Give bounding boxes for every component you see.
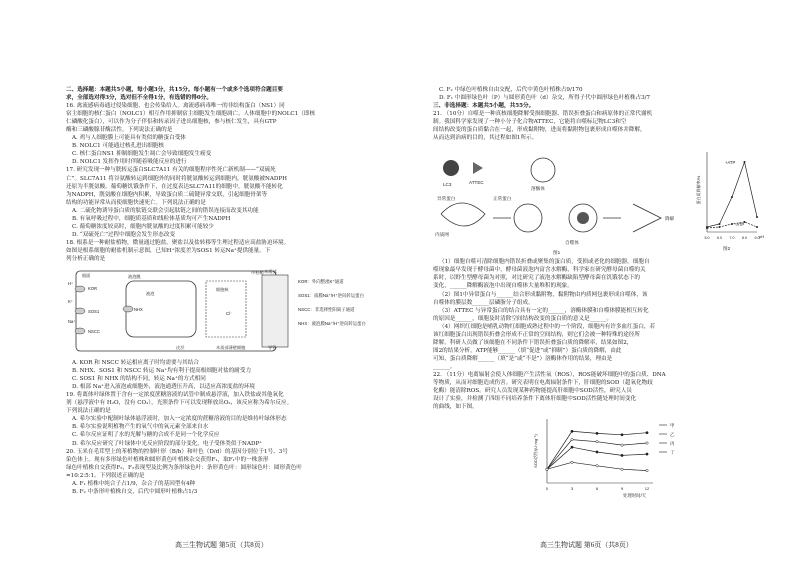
figure-label: 液泡	[146, 291, 155, 297]
fig2-point	[731, 196, 733, 198]
sod-point	[621, 434, 623, 436]
text-line: ______。	[433, 363, 456, 370]
text-line: （3）ATTEC 与异常蛋白的结合具有一定的______，溶酶体膜和自噬体膜能相互转化	[439, 307, 649, 314]
text-line: 17. 研究发现一种与胱转运蛋白SLC7A11 有关的细胞程序性死亡新机制——“双硫死	[66, 167, 276, 174]
text-line: =10:2:5:1。下列叙述正确的是	[66, 472, 145, 479]
sod-point	[621, 444, 623, 446]
figure-label: 导管	[268, 345, 277, 351]
legend-entry: SOS1：质膜Na⁺/H⁺逆向转运蛋白	[298, 293, 364, 299]
sos1-transporter	[75, 308, 85, 314]
text-line: 21. （10分）自噬是一种真核细胞降解受损细胞器、错误折叠蛋白和病原体的正常代谢机	[433, 111, 653, 118]
figure-label: 木质部	[264, 269, 277, 275]
figure-label: 中柱鞘	[251, 270, 264, 276]
figure-label: K⁺	[68, 299, 74, 305]
fig2-tick-label: 8.0	[742, 236, 747, 241]
fig2-point	[719, 226, 721, 228]
fig2-point	[756, 226, 758, 228]
text-line: 该红细胞蛋白出现错误折叠会形成不正常的空间结构，则它们会被一种特殊的途径所	[433, 331, 640, 338]
lysosome-shape	[531, 158, 555, 182]
fig1-labels	[435, 180, 675, 256]
sod-point	[596, 465, 598, 467]
attec-shape	[473, 162, 483, 174]
figure-label: 皮层	[176, 345, 185, 351]
text-line: 变化，______降解酶液泡中出现自噬体大量堆积的现象。	[433, 283, 573, 290]
text-line: B. F₂ 中条形叶植株自交，后代中圆形叶植株占1/3	[72, 488, 198, 495]
figure-label: Na⁺	[68, 319, 76, 325]
text-line: 为NADPH，胱氨酸在细胞内积累，导致蛋白质二硫键异常交联，引起细胞骨架等	[66, 191, 268, 198]
fig1-fig2	[433, 144, 765, 256]
sod-point	[621, 454, 623, 456]
text-line: B. 有氧呼吸过程中，细胞质基质和线粒体基质均可产生NADPH	[72, 215, 231, 222]
sod-point	[646, 432, 648, 434]
sod-chart	[433, 413, 761, 499]
fig1-label: LC3	[443, 182, 452, 188]
fig2-marks	[695, 160, 764, 252]
fig2-point	[719, 223, 721, 225]
text-line: 的曲线，如下图。	[433, 404, 478, 411]
fig2-caption: 图2	[723, 246, 731, 252]
text-line: D. NOLC1 发挥作用时伴随着吸能反应的进行	[72, 159, 187, 166]
autophagy-figures	[433, 144, 765, 256]
sod-legend-entry: 甲	[670, 423, 675, 429]
text-line: B. NHX、SOS1 和 NSCC 转运 Na⁺均有利于提高根细胞对盐的耐受力	[72, 368, 252, 375]
sod-tick-label: 0	[545, 486, 549, 492]
legend-entry: KOR：外向整流K⁺通道	[298, 279, 344, 285]
sod-tick-label: 6	[595, 486, 599, 492]
fig2-x-label: pH	[759, 234, 765, 240]
sod-point	[546, 468, 548, 470]
sod-point	[646, 470, 648, 472]
text-line: C. 希尔反应证明了水的光解与糖的合成不是同一个化学反应	[72, 432, 220, 439]
sod-tick-label: 3	[570, 486, 574, 492]
sod-figure	[433, 413, 761, 499]
text-line: A. F₁ 植株中纯合子占1/9，杂合子的基因型有4种	[72, 480, 196, 487]
figure-label: 细胞核	[216, 287, 229, 293]
nhx-transporter	[123, 306, 133, 312]
fig1-label: 正常蛋白	[493, 196, 512, 202]
sod-point	[596, 441, 598, 443]
sod-y-label: SOD活性/(U·mg⁻¹)	[533, 434, 538, 469]
figure-label: NSCC	[88, 329, 100, 335]
nscc-channel	[75, 328, 85, 334]
text-line: 剂（悬浮液中有 H₂O，没有 CO₂），光照条件下可以发现释放出O₂，该反应称为希尔反应。	[66, 400, 293, 407]
right-page-footer: 高三生物试题 第6页（共8页）	[540, 541, 633, 549]
text-line: 20. 玉米在毛茸型上的苯植物的控制叶形（B/b）和叶色（D/d）的基因分别位于1号、3号	[66, 448, 288, 455]
sod-x-label: 处理时间/天	[623, 493, 647, 499]
fig2-series-line	[707, 162, 757, 227]
text-line: 图2的结果分析，ATP能够______（填“促进”或“抑制”）蛋白质的降解，由此	[433, 347, 622, 354]
autophagosome-1	[514, 204, 542, 232]
salt-tolerance-figure	[66, 265, 394, 357]
left-text-top	[66, 86, 394, 263]
text-line: 化酶）能清除ROS。研究人员发现某种药物能提高肝细胞中SOD活性，研究人员	[433, 388, 632, 395]
text-line: C. 葡萄糖浓度较高时，细胞内胱氨酸的过度积累可能较少	[72, 223, 214, 230]
fig2-chart	[695, 152, 764, 252]
figure-label: 木质部薄壁细胞	[216, 345, 246, 351]
figure-label: SOS1	[88, 309, 100, 315]
text-line: 设计了实验，并检测了四组不同培养条件下离体肝细胞中SOD活性随处理时间变化	[433, 396, 637, 403]
text-line: 宿主细胞的核仁蛋白（NOLC1）相互作用抑制宿主细胞发生细胞凋亡。人体细胞中的NOLC1（即核	[66, 111, 316, 118]
text-line: C. F₂ 中绿色叶植株自由交配，后代中黄色叶植株占9/170	[439, 87, 583, 93]
text-line: D. “双硫死亡”过程中细胞会发生形态改变	[72, 231, 176, 238]
text-line: B. 希尔实验说明植物产生的氧气中的氧元素全部来自水	[72, 424, 209, 431]
text-line: 自噬体的膜层数______层磷脂分子组成。	[433, 299, 534, 306]
text-line: 制。我国科学家发现了一种小分子化合物ATTEC，它能将自噬标记物LC3和空	[433, 119, 627, 126]
figure-label: NHX	[134, 307, 143, 313]
sod-point	[571, 430, 573, 432]
text-line: 求，全部选对得3分，选对但不全得1分，有选错的得0分。	[66, 95, 212, 102]
text-line: （4）网织红细胞是哺乳动物红细胞成熟过程中的一个阶段，细胞内有许多血红蛋白，若	[439, 323, 656, 330]
fig1-label: 图1	[553, 250, 561, 256]
text-line: 可知，蛋白质降解______（填“是”或“不是”）溶酶体作用的结果，理由是	[433, 355, 613, 362]
text-line: 酶和三磷酸腺苷酶活性。下列说法正确的是	[66, 127, 173, 134]
figure-label: 液泡膜	[128, 274, 141, 280]
left-page-footer: 高三生物试题 第5页（共8页）	[175, 541, 268, 549]
figure-label: H⁺	[68, 281, 74, 287]
root-cell-diagram	[66, 265, 394, 357]
er-shape	[441, 203, 485, 226]
text-line: 16. 禽流感病毒通过侵染细胞，也会传染给人。禽流感病毒唯一的非结构蛋白（NS1）同	[66, 103, 285, 110]
fig2-series-label: +ATP	[725, 160, 736, 166]
kor-channel	[75, 286, 85, 292]
text-line: 如图是根系细胞的耐盐机制示意图，已知H⁺浓度差为SOS1 转运Na⁺提供能量。下	[66, 247, 271, 254]
text-line: 列分析正确的是	[66, 255, 106, 262]
sod-point	[596, 432, 598, 434]
text-line: A. 鸡与人细胞膜上可能具有类似的糖蛋白受体	[72, 135, 186, 142]
figure-labels	[68, 268, 277, 351]
text-line: 仁磷酸化蛋白），可以作为分子伴侣和转录因子进出细胞核，参与核仁发生，具有GTP	[66, 119, 277, 126]
text-line: 染色体上。现有多形绿色叶植株和圆形黄色叶植株杂交获得F₁，取F₁中的一株条形	[66, 456, 269, 463]
fig2-tick-label: 7.0	[729, 236, 735, 241]
text-line: D. 希尔反应研究了叶绿体中光反应阶段的部分变化，电子受体类似于NADP⁺	[72, 440, 263, 447]
sod-legend-entry: 丁	[670, 450, 675, 456]
fig2-point	[706, 227, 708, 229]
text-line: D. F₁ 中圆形绿色叶（P）与圆形黄色叶（d）杂交，所得子代中圆形绿色叶植株占3/7	[439, 95, 651, 102]
fig2-y-label: 蛋白质降解率/%	[696, 175, 701, 205]
text-line: 降解。科研人员做了该细胞在不同条件下错误折叠蛋白质的降解率，结果如图2，	[433, 339, 633, 346]
text-line: 绿色叶植株自交获得F₂，F₂表现型及比例为条形绿色叶：条形黄色叶：圆形绿色叶：圆形黄色叶	[66, 464, 302, 471]
sod-legend-entry: 丙	[670, 441, 675, 447]
right-text-bottom	[433, 258, 761, 411]
text-line: 下列说法正确的是	[66, 408, 111, 415]
fig1-label: 降解	[665, 216, 675, 222]
xylem-vessel	[262, 275, 288, 347]
fig2-point	[756, 216, 758, 218]
fig2-point	[731, 223, 733, 225]
text-line: 二、选择题：本题共5小题，每小题3分，共15分。每小题有一个或多个选项符合题目要	[66, 87, 283, 93]
fig1-label: 溶酶体	[531, 186, 545, 192]
text-line: 系时，以野生型酵母菌为对照，对比研究了液泡水解酶缺陷型酵母菌在饥饿状态下的	[433, 275, 640, 282]
text-line: （2）图1中异常蛋白与______结合形成黏附物，黏附物由内质网包裹形成自噬体，该	[439, 291, 648, 298]
sod-point	[646, 453, 648, 455]
left-page	[66, 86, 394, 534]
legend-entry: NHX：液泡膜Na⁺/H⁺逆向转运蛋白	[298, 321, 366, 327]
sod-marks	[532, 422, 675, 499]
fig1-label: 内质网	[435, 232, 449, 238]
sod-point	[621, 468, 623, 470]
degrade-arrow	[633, 204, 661, 232]
fig2-tick-label: 5.0	[704, 236, 710, 241]
sod-tick-label: 12	[644, 486, 650, 492]
figure-label: 根面	[82, 273, 91, 279]
right-page	[433, 86, 765, 534]
text-line: A. KOR 和 NSCC 转运相应离子时均需要与其结合	[72, 360, 199, 367]
sod-point	[571, 446, 573, 448]
text-line: 等物质，从而对细胞造成伤害。研究表明在电离辐射条件下，肝细胞的SOD（超氧化物歧	[433, 380, 653, 387]
sod-legend-entry: 乙	[670, 432, 675, 438]
text-line: 噬现象最早发现于酵母菌中，酵母菌液泡内富含水解酶，科学家在研究酵母菌自噬的关	[433, 267, 646, 274]
fig2-point	[744, 161, 746, 163]
text-line: 结构的功能异常从而使细胞快速死亡。下列说法正确的是	[66, 199, 206, 206]
text-line: （1）细胞自噬可清除细胞内错误折叠或聚集的蛋白质，受损或老化的细胞器。细胞自	[439, 259, 650, 266]
legend-entry: NSCC：非选择性阳离子通道	[298, 307, 355, 313]
fig1-label: 异常蛋白	[437, 196, 456, 202]
fig1-label: 自噬体	[565, 240, 579, 246]
lc3-shape	[443, 160, 459, 176]
figure-legend	[298, 278, 366, 327]
sod-series-line	[547, 432, 647, 470]
text-line: B. NOLC1 可能通过核孔进出细胞核	[72, 143, 165, 150]
sod-point	[571, 439, 573, 441]
text-line: A. 希尔实验中配制叶绿体悬浮液时，加入一定浓度的蔗糖溶液的目的是维持叶绿体形态	[72, 416, 287, 423]
fig2-series-label: -ATP	[735, 222, 745, 228]
text-line: 亡”。SLC7A11 将谷氨酸转运到细胞外的同时将胱氨酸转运到细胞内，胱氨酸被NADPH	[66, 175, 288, 182]
figure-label: Cl⁻	[226, 311, 233, 317]
text-line: 从而达到治病的目的，其过程如图1所示。	[433, 135, 538, 142]
cargo-shape	[577, 212, 589, 224]
text-line: A. 二硫化物诱导蛋白质的肽链交联会引起肽链之间的错误连接而改变其功能	[72, 207, 259, 214]
text-line: 19. 将离体叶绿体置于含有一定浓度蔗糖溶液的试管中制成悬浮液，加入铁盐或其他氧化	[66, 392, 284, 399]
text-line: 的原因是______，细胞及时清除空间结构改变的蛋白质的意义是______。	[433, 315, 613, 322]
text-line: 间结构改变的蛋白质黏合在一起，形成黏附物，进而将黏附物包裹形成自噬体并降解，	[433, 127, 646, 134]
right-text-top	[433, 86, 761, 142]
sod-point	[646, 442, 648, 444]
figure-label: KOR	[88, 286, 98, 292]
text-line: D. 根部 Na⁺进入液泡或细胞外，液泡通透压升高，以适应高浓度盐的环境	[72, 384, 256, 391]
fig2-tick-label: 6.0	[717, 236, 722, 241]
sod-tick-label: 9	[620, 486, 624, 492]
left-text-bottom	[66, 359, 394, 496]
text-line: C. 核仁蛋白NS1 抑制细胞发生凋亡会导致细胞发生癌变	[72, 151, 212, 158]
sod-point	[596, 451, 598, 453]
text-line: C. SOS1 和 NHX 的结构不同，转运 Na⁺的方式相同	[72, 376, 206, 383]
text-line: 18. 根系是一种耐盐植物，微量通过胞盐，聚盐以及盐转移等生理过程适应高盐胁迫环境。	[66, 239, 290, 246]
text-line: 三、非选择题：本题共5小题，共55分。	[433, 103, 535, 110]
fig2-tick-label: 9.0	[754, 236, 760, 241]
fig1-label: ATTEC	[469, 180, 484, 186]
sod-point	[571, 461, 573, 463]
text-line: 22. （11分）电离辐射会使人体细胞产生活性氧（ROS），ROS能破坏细胞中的蛋白质、DNA	[433, 371, 666, 378]
text-line: 还原为半胱氨酸。葡萄糖饥饿条件下，在过度表达SLC7A11的细胞中，胱氨酸不能转化	[66, 183, 283, 190]
